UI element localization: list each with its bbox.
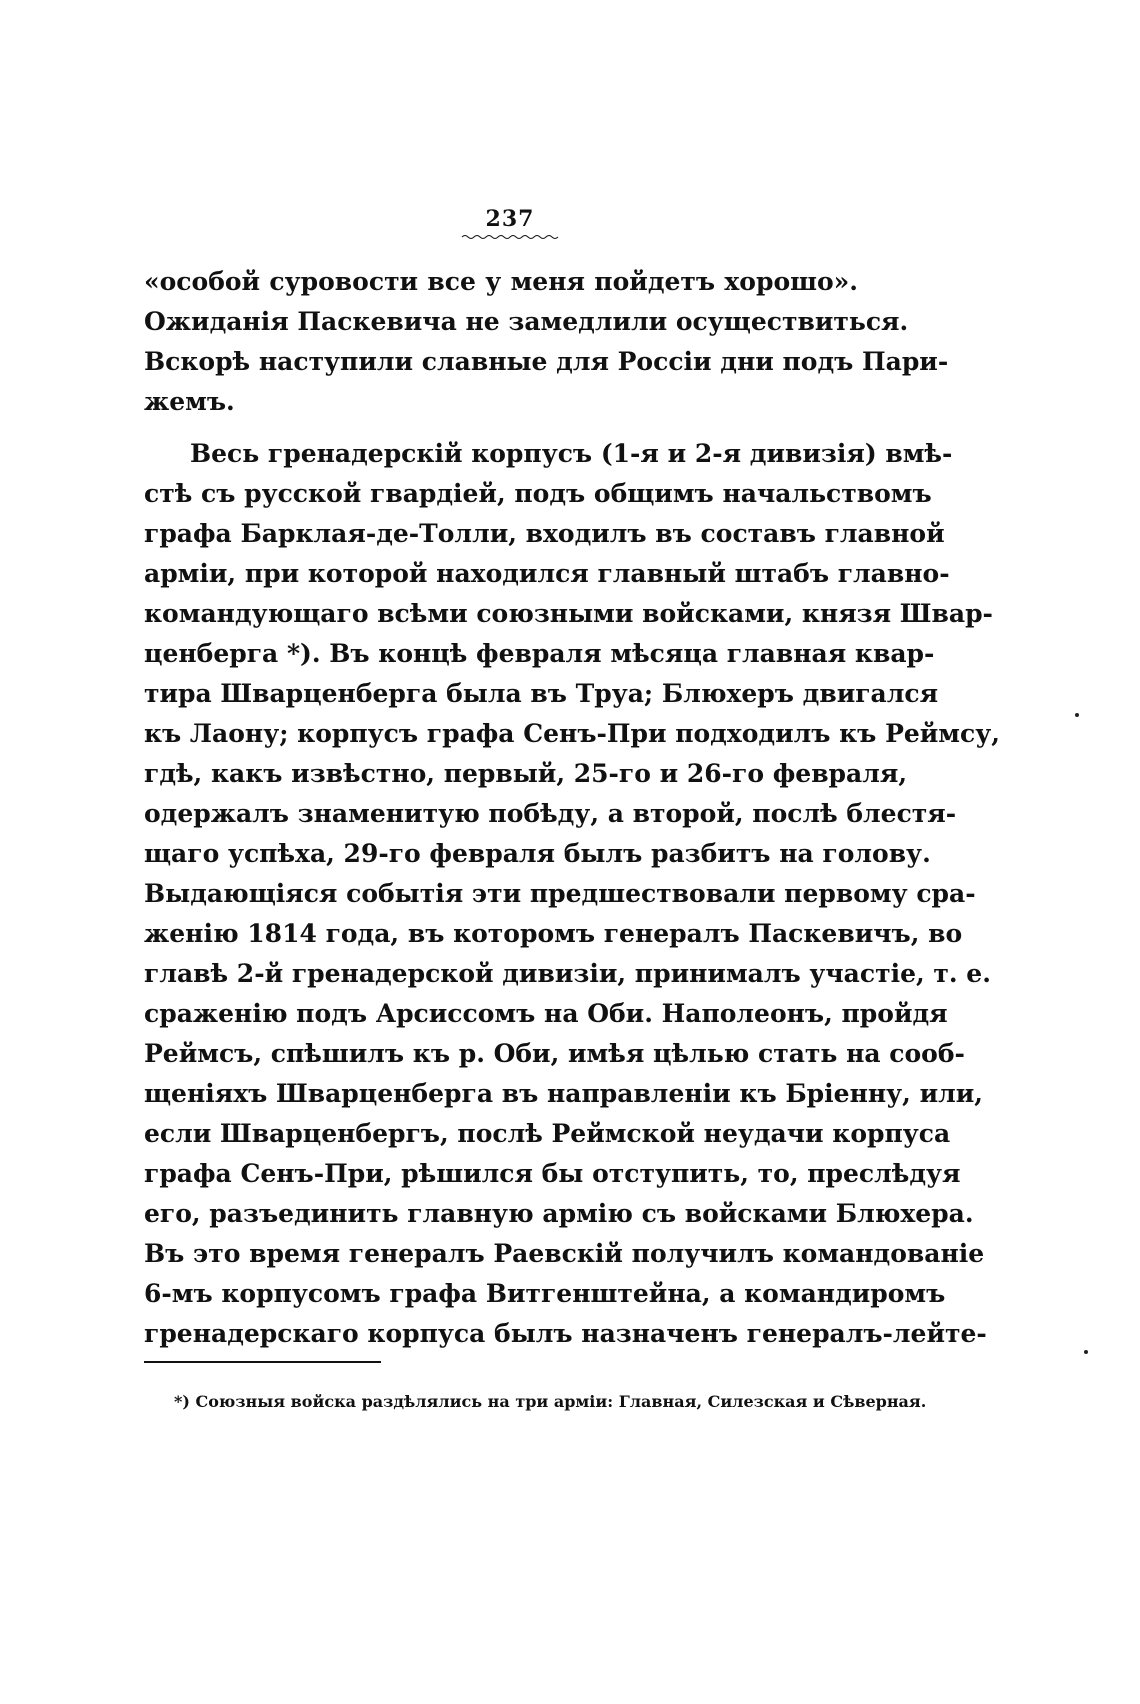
text-line: щеніяхъ Шварценберга въ направленіи къ Бріенну, или, (144, 1079, 983, 1108)
text-line: 6-мъ корпусомъ графа Витгенштейна, а командиромъ (144, 1279, 946, 1308)
text-line: одержалъ знаменитую побѣду, а второй, послѣ блестя- (144, 799, 957, 828)
text-line: Въ это время генералъ Раевскій получилъ командованіе (144, 1239, 985, 1268)
text-line: командующаго всѣми союзными войсками, князя Швар- (144, 599, 993, 628)
text-line: Весь гренадерскій корпусъ (1-я и 2-я дивизія) вмѣ- (190, 439, 953, 468)
text-line: графа Сенъ-При, рѣшился бы отступить, то, преслѣдуя (144, 1159, 961, 1188)
paragraph-1 (144, 262, 949, 422)
text-line: гдѣ, какъ извѣстно, первый, 25-го и 26-го февраля, (144, 759, 908, 788)
text-line: арміи, при которой находился главный штабъ главно- (144, 559, 950, 588)
page-number: 237 (485, 206, 535, 232)
text-line: «особой суровости все у меня пойдетъ хорошо». (144, 267, 858, 296)
text-line: если Шварценбергъ, послѣ Реймской неудачи корпуса (144, 1119, 951, 1148)
text-line: ценберга *). Въ концѣ февраля мѣсяца главная квар- (144, 639, 935, 668)
text-line: тира Шварценберга была въ Труа; Блюхеръ двигался (144, 679, 939, 708)
text-line: гренадерскаго корпуса былъ назначенъ генералъ-лейте- (144, 1319, 987, 1348)
scan-speck (1075, 713, 1079, 717)
text-line: Выдающіяся событія эти предшествовали первому сра- (144, 879, 976, 908)
footnote-divider (144, 1361, 381, 1363)
text-line: Ожиданія Паскевича не замедлили осуществиться. (144, 307, 909, 336)
paragraph-2 (144, 434, 1000, 1354)
page-number-ornament (462, 234, 562, 240)
text-line: щаго успѣха, 29-го февраля былъ разбитъ на голову. (144, 839, 931, 868)
text-line: Реймсъ, спѣшилъ къ р. Оби, имѣя цѣлью стать на сооб- (144, 1039, 965, 1068)
text-line: стѣ съ русской гвардіей, подъ общимъ начальствомъ (144, 479, 932, 508)
body-text (144, 262, 1000, 1354)
text-line: женію 1814 года, въ которомъ генералъ Паскевичъ, во (144, 919, 963, 948)
scan-speck (1084, 1350, 1088, 1354)
text-line: главѣ 2-й гренадерской дивизіи, принималъ участіе, т. е. (144, 959, 991, 988)
text-line: графа Барклая-де-Толли, входилъ въ составъ главной (144, 519, 945, 548)
text-line: Вскорѣ наступили славные для Россіи дни подъ Пари- (144, 347, 949, 376)
text-line: жемъ. (144, 387, 235, 416)
text-line: его, разъединить главную армію съ войсками Блюхера. (144, 1199, 974, 1228)
text-line: сраженію подъ Арсиссомъ на Оби. Наполеонъ, пройдя (144, 999, 948, 1028)
footnote: *) Союзныя войска раздѣлялись на три арміи: Главная, Силезская и Сѣверная. (174, 1392, 927, 1411)
text-line: къ Лаону; корпусъ графа Сенъ-При подходилъ къ Реймсу, (144, 719, 1000, 748)
